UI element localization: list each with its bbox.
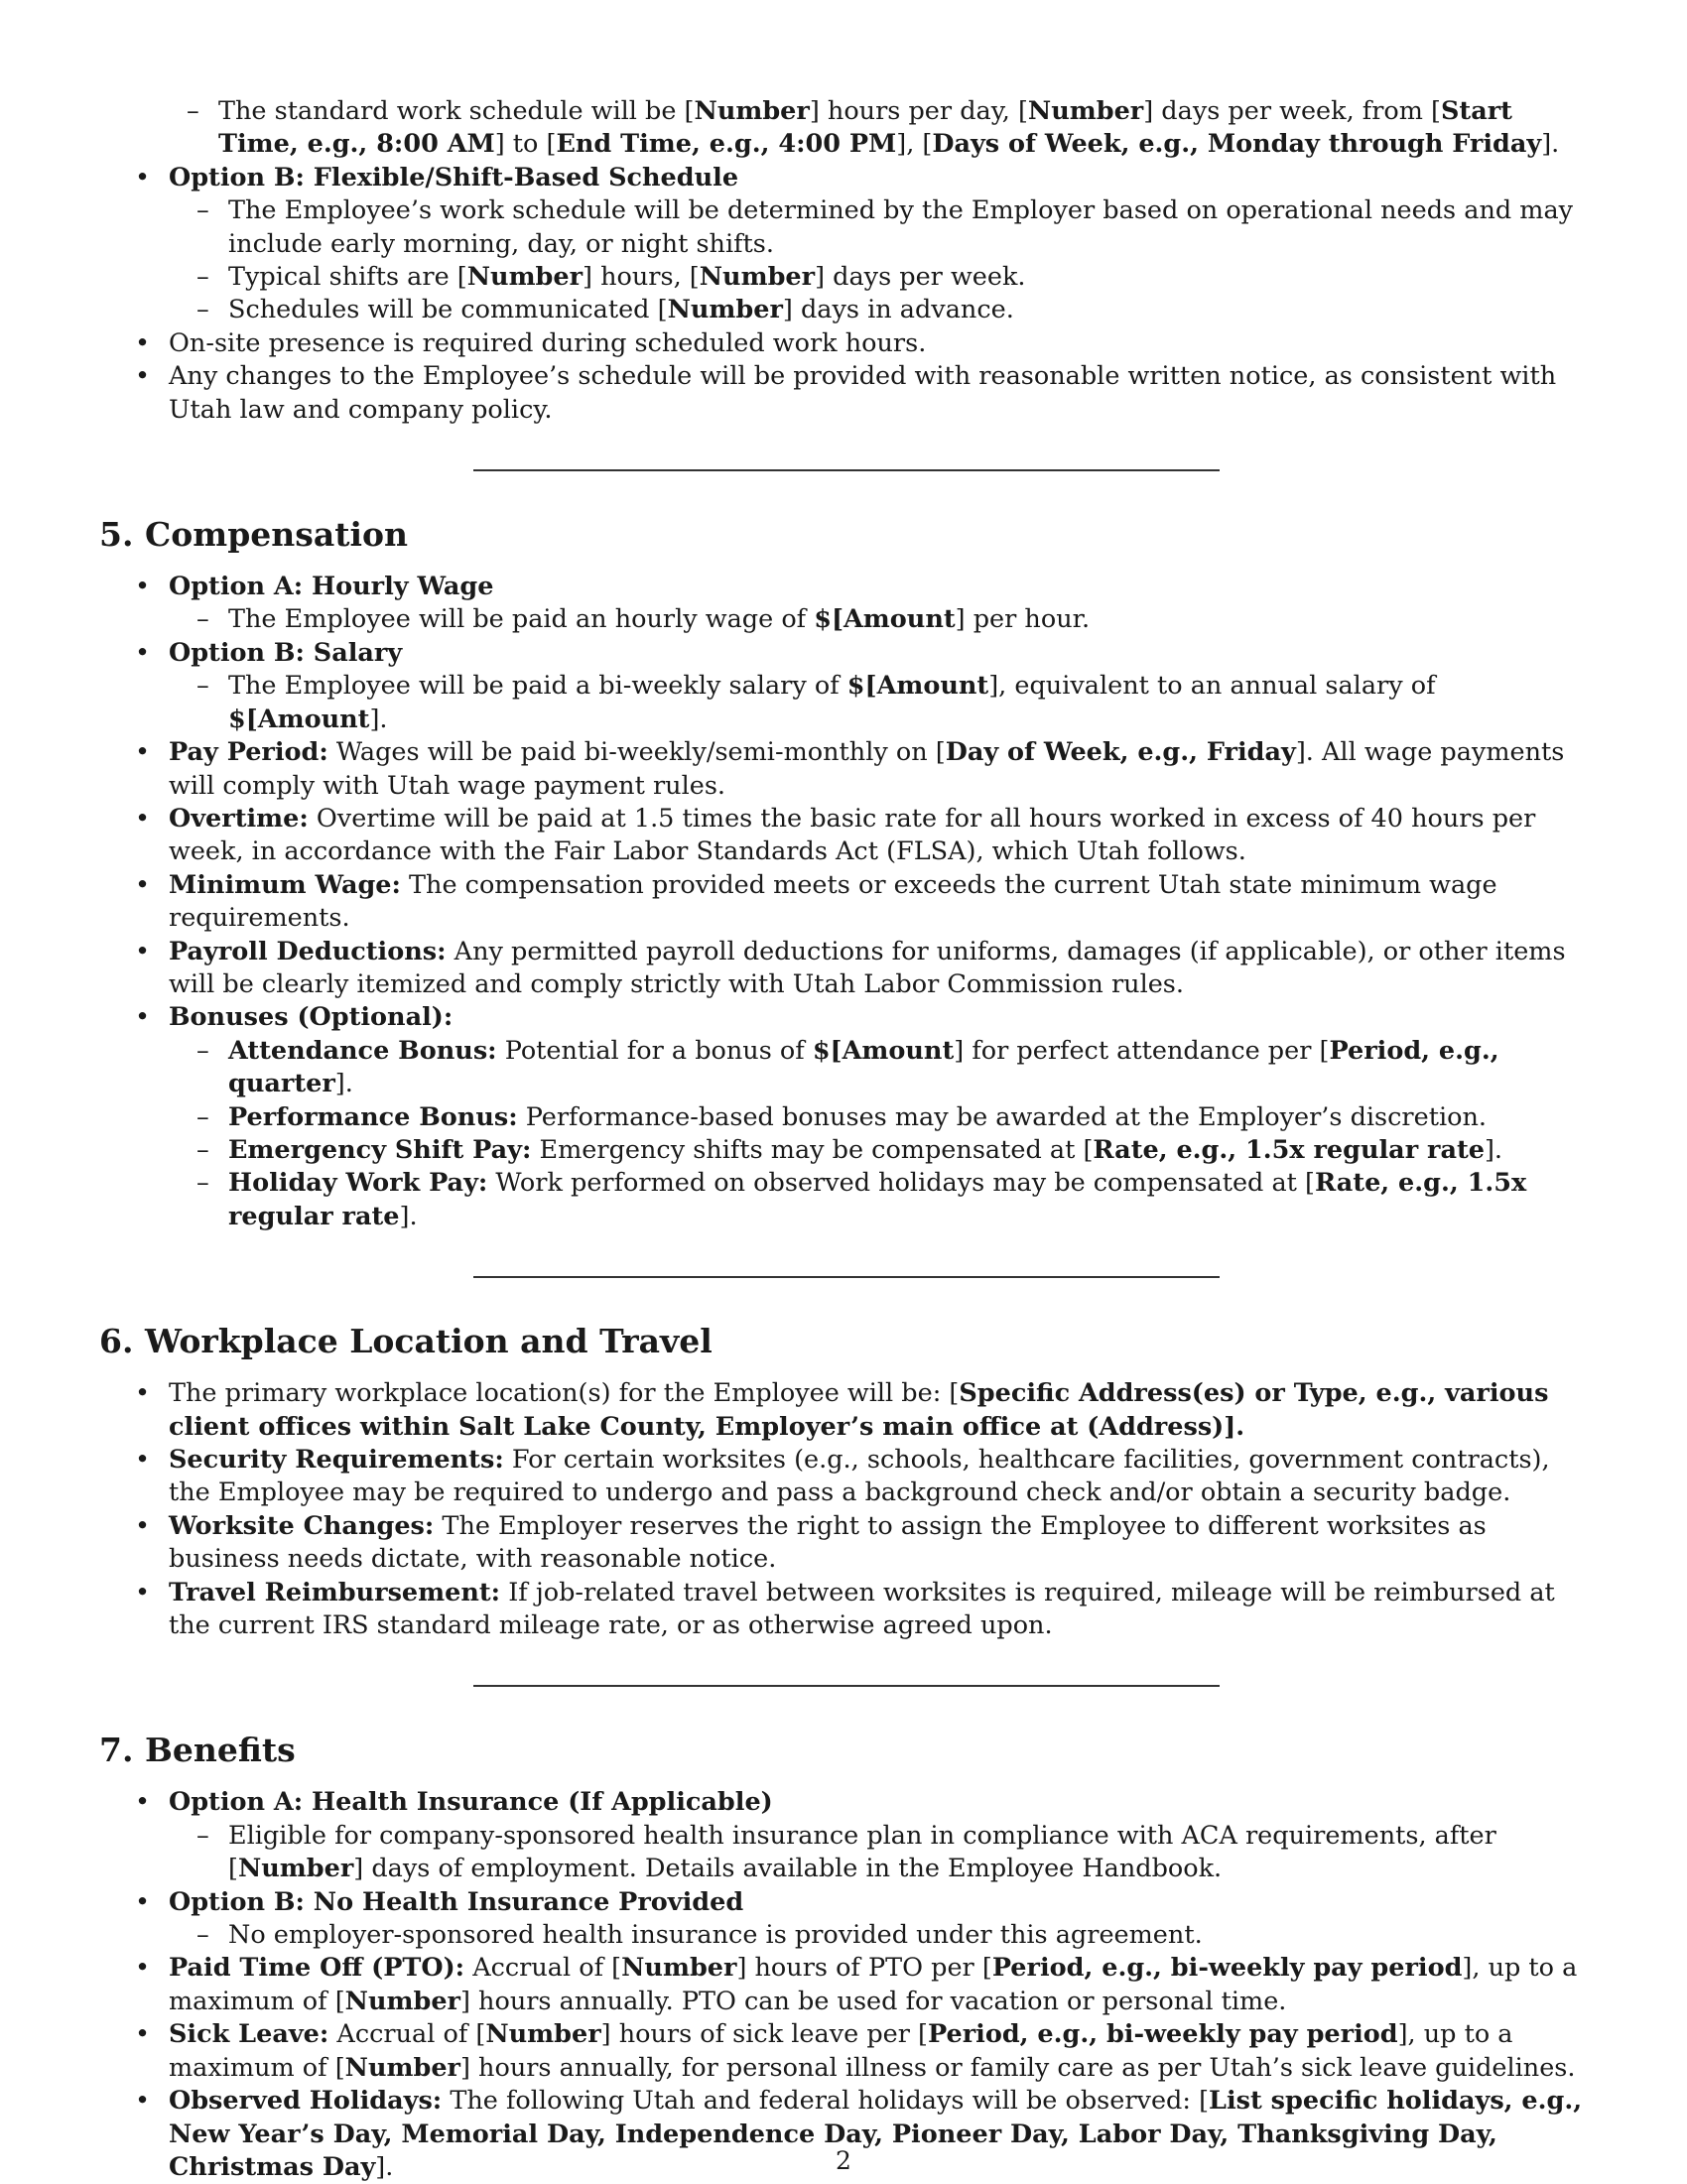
text-run: For certain worksites (e.g., schools, healthcare facilities, government contracts), the Employee may be required to undergo and pass a background check and/or obtain a security badge. xyxy=(169,1445,1550,1508)
text-run: ] for perfect attendance per [ xyxy=(954,1035,1330,1066)
text-run: Eligible for company-sponsored health insurance plan in compliance with ACA requirements, after [ xyxy=(228,1820,1496,1884)
bold-text: Minimum Wage: xyxy=(169,869,401,900)
list-item xyxy=(169,1167,1588,1233)
bold-text: Number xyxy=(344,1986,460,2016)
bold-text: Number xyxy=(344,2052,460,2083)
text-run: Accrual of [ xyxy=(464,1953,622,1984)
bold-text: Period, e.g., bi-weekly pay period xyxy=(927,2019,1398,2050)
text-run: The Employer reserves the right to assign the Employee to different worksites as business needs dictate, with reasonable notice. xyxy=(169,1510,1487,1575)
text-run: The following Utah and federal holidays will be observed: [ xyxy=(442,2086,1210,2117)
sub-list xyxy=(169,1820,1588,1886)
bold-text: Number xyxy=(485,2019,601,2050)
text-run: ] days of employment. Details available in the Employee Handbook. xyxy=(353,1854,1223,1884)
list-item xyxy=(159,95,1588,162)
benefits-list xyxy=(99,1786,1588,2184)
bold-text: Number xyxy=(667,295,783,325)
text-run: The Employee’s work schedule will be determined by the Employer based on operational needs and may include early morning, day, or night shifts. xyxy=(228,195,1574,259)
list-item: • Option B: Salary – The Employee will be paid a bi-weekly salary of $[Amount], equivalent to an annual salary of $[Amount]. xyxy=(99,637,1588,736)
sub-list xyxy=(169,1035,1588,1233)
text-run: Overtime will be paid at 1.5 times the basic rate for all hours worked in excess of 40 hours per week, in accordance with the Fair Labor Standards Act (FLSA), which Utah follows. xyxy=(169,803,1536,867)
list-item xyxy=(169,1820,1588,1886)
text-run: ] days in advance. xyxy=(782,295,1014,325)
section-heading: 5. Compensation xyxy=(99,515,408,555)
bold-text: Performance Bonus: xyxy=(228,1101,518,1132)
bold-text: End Time, e.g., 4:00 PM xyxy=(556,129,897,160)
text-run: ] hours annually. PTO can be used for vacation or personal time. xyxy=(459,1986,1287,2016)
list-item: • Option A: Hourly Wage – The Employee will be paid an hourly wage of $[Amount] per hour. xyxy=(99,571,1588,637)
list-item xyxy=(99,869,1588,936)
text-run: ], up to a maximum of [ xyxy=(169,2019,1513,2083)
bold-text: Worksite Changes: xyxy=(169,1510,435,1541)
bold-text: Overtime: xyxy=(169,803,309,834)
section-heading: 7. Benefits xyxy=(99,1731,296,1770)
bold-text: Observed Holidays: xyxy=(169,2086,443,2117)
list-item xyxy=(99,736,1588,803)
text-run: Potential for a bonus of xyxy=(496,1035,813,1066)
section-divider xyxy=(473,1685,1220,1687)
text-run: Performance-based bonuses may be awarded at the Employer’s discretion. xyxy=(517,1101,1487,1132)
text-run: ] hours of sick leave per [ xyxy=(600,2019,928,2050)
text-run: ]. xyxy=(1541,129,1560,160)
schedule-options-list xyxy=(99,162,1588,427)
bold-text: Attendance Bonus: xyxy=(228,1035,497,1066)
bold-text: $[Amount xyxy=(228,704,370,734)
text-run: ]. xyxy=(369,704,388,734)
bold-text: Number xyxy=(466,262,584,293)
option-heading: Option B: Flexible/Shift-Based Schedule xyxy=(169,162,739,193)
list-item xyxy=(99,936,1588,1002)
section-divider xyxy=(473,1276,1220,1278)
text-run: ], [ xyxy=(896,129,933,160)
bold-text: Pay Period: xyxy=(169,737,328,768)
text-run: ] hours annually, for personal illness or family care as per Utah’s sick leave guidelines. xyxy=(459,2052,1576,2083)
bold-text: Paid Time Off (PTO): xyxy=(169,1953,465,1984)
text-run: ] hours of PTO per [ xyxy=(736,1953,992,1984)
text-run: ]. All wage payments will comply with Utah wage payment rules. xyxy=(169,737,1565,801)
sub-list xyxy=(169,670,1588,736)
bold-text: Days of Week, e.g., Monday through Friday xyxy=(932,129,1542,160)
bold-text: Security Requirements: xyxy=(169,1445,504,1475)
list-item xyxy=(169,194,1588,261)
bold-text: $[Amount xyxy=(846,671,989,702)
list-item xyxy=(169,1919,1588,1952)
text-run: ]. xyxy=(334,1069,353,1099)
list-item xyxy=(99,1444,1588,1510)
list-item xyxy=(99,1510,1588,1577)
text-run: Typical shifts are [ xyxy=(228,262,467,293)
text-run: Wages will be paid bi-weekly/semi-monthly on [ xyxy=(327,737,946,768)
text-run: No employer-sponsored health insurance is provided under this agreement. xyxy=(228,1920,1203,1951)
compensation-list xyxy=(99,571,1588,1233)
list-item xyxy=(99,1377,1588,1444)
text-run: ] hours, [ xyxy=(583,262,700,293)
text-run: ], equivalent to an annual salary of xyxy=(988,671,1436,702)
text-run: Accrual of [ xyxy=(328,2019,486,2050)
list-item: • On-site presence is required during scheduled work hours. xyxy=(99,327,1588,360)
list-item xyxy=(169,670,1588,736)
list-item xyxy=(99,2018,1588,2085)
bold-text: Day of Week, e.g., Friday xyxy=(945,737,1296,768)
list-item xyxy=(169,603,1588,636)
text-run: If job-related travel between worksites is required, mileage will be reimbursed at the current IRS standard mileage rate, or as otherwise agreed upon. xyxy=(169,1577,1555,1641)
text-run: Any permitted payroll deductions for uniforms, damages (if applicable), or other items will be clearly itemized and comply strictly with Utah Labor Commission rules. xyxy=(169,936,1566,999)
bold-text: Start Time, e.g., 8:00 AM xyxy=(218,96,1512,160)
text-run: ] days per week, from [ xyxy=(1143,96,1442,126)
section-divider xyxy=(473,469,1220,471)
bold-text: Holiday Work Pay: xyxy=(228,1168,488,1199)
bold-text: Number xyxy=(694,96,810,126)
text-run: The compensation provided meets or exceeds the current Utah state minimum wage requirements. xyxy=(169,869,1497,934)
bold-text: Number xyxy=(237,1854,354,1884)
text-run: ] hours per day, [ xyxy=(809,96,1028,126)
text-run: The standard work schedule will be [ xyxy=(218,96,695,126)
workplace-list xyxy=(99,1377,1588,1642)
text-run: ], up to a maximum of [ xyxy=(169,1953,1578,2016)
bold-text: Period, e.g., bi-weekly pay period xyxy=(991,1953,1463,1984)
list-item xyxy=(169,294,1588,326)
text-run: ]. xyxy=(375,2151,394,2182)
text-run: ]. xyxy=(399,1201,418,1231)
page-number: 2 xyxy=(836,2146,851,2175)
section-heading: 6. Workplace Location and Travel xyxy=(99,1322,713,1361)
text-run: Emergency shifts may be compensated at [ xyxy=(531,1134,1094,1165)
sub-list xyxy=(169,194,1588,327)
list-item: • Bonuses (Optional): – Attendance Bonus: Potential for a bonus of $[Amount] for perfect attendance per [Period, e.g., quarter]. – Performance Bonus: Performance-based bonuses may be awarded at the Employer’s discretion. – Emergency Shift Pay: Emergency shifts may be compensated at [Rate, e.g., 1.5x regular rate]. – Holiday Work Pay: Work performed on observed holidays may be compensated at [Rate, e.g., 1.5x regular rate]. xyxy=(99,1001,1588,1233)
list-item xyxy=(169,1101,1588,1134)
bold-text: Number xyxy=(621,1953,737,1984)
list-item: • Option B: No Health Insurance Provided – No employer-sponsored health insurance is provided under this agreement. xyxy=(99,1886,1588,1953)
text-run: The Employee will be paid an hourly wage of xyxy=(228,604,815,635)
text-run: ] per hour. xyxy=(955,604,1091,635)
bold-text: Number xyxy=(1027,96,1144,126)
list-item: • Option A: Health Insurance (If Applicable) – Eligible for company-sponsored health insurance plan in compliance with ACA requirements, after [Number] days of employment. Details available in the Employee Handbook. xyxy=(99,1786,1588,1885)
text-run: Work performed on observed holidays may be compensated at [ xyxy=(487,1168,1315,1199)
sub-list xyxy=(169,603,1588,636)
list-item: • Any changes to the Employee’s schedule will be provided with reasonable written notice, as consistent with Utah law and company policy. xyxy=(99,360,1588,427)
text-run: ] to [ xyxy=(494,129,557,160)
document-page xyxy=(99,95,1588,2184)
bold-text: $[Amount xyxy=(812,1035,955,1066)
schedule-option-a-list xyxy=(159,95,1588,162)
text-run: The Employee will be paid a bi-weekly salary of xyxy=(228,671,847,702)
bold-text: Sick Leave: xyxy=(169,2019,329,2050)
list-item xyxy=(169,1134,1588,1167)
bold-text: Rate, e.g., 1.5x regular rate xyxy=(228,1168,1527,1231)
sub-list xyxy=(169,1919,1588,1952)
list-item xyxy=(99,1577,1588,1643)
list-item xyxy=(99,803,1588,869)
text-run: Schedules will be communicated [ xyxy=(228,295,668,325)
text-run: ]. xyxy=(1484,1134,1503,1165)
list-item xyxy=(99,162,1588,327)
bold-text: Rate, e.g., 1.5x regular rate xyxy=(1093,1134,1485,1165)
list-item xyxy=(169,1035,1588,1101)
bold-text: List specific holidays, e.g., New Year’s Day, Memorial Day, Independence Day, Pioneer Day, Labor Day, Thanksgiving Day, Christmas Day xyxy=(169,2086,1583,2182)
text-run: The primary workplace location(s) for the Employee will be: [ xyxy=(169,1378,960,1409)
bold-text: Payroll Deductions: xyxy=(169,936,447,966)
text-run: ] days per week. xyxy=(815,262,1026,293)
list-item xyxy=(99,1952,1588,2018)
list-item xyxy=(169,261,1588,294)
bold-text: Emergency Shift Pay: xyxy=(228,1134,532,1165)
bold-text: Travel Reimbursement: xyxy=(169,1577,501,1607)
bold-text: Period, e.g., quarter xyxy=(228,1035,1499,1099)
bold-text: Number xyxy=(699,262,816,293)
bold-text: Specific Address(es) or Type, e.g., various client offices within Salt Lake County, Employer’s main office at (Address)]. xyxy=(169,1378,1549,1442)
bold-text: $[Amount xyxy=(814,604,956,635)
